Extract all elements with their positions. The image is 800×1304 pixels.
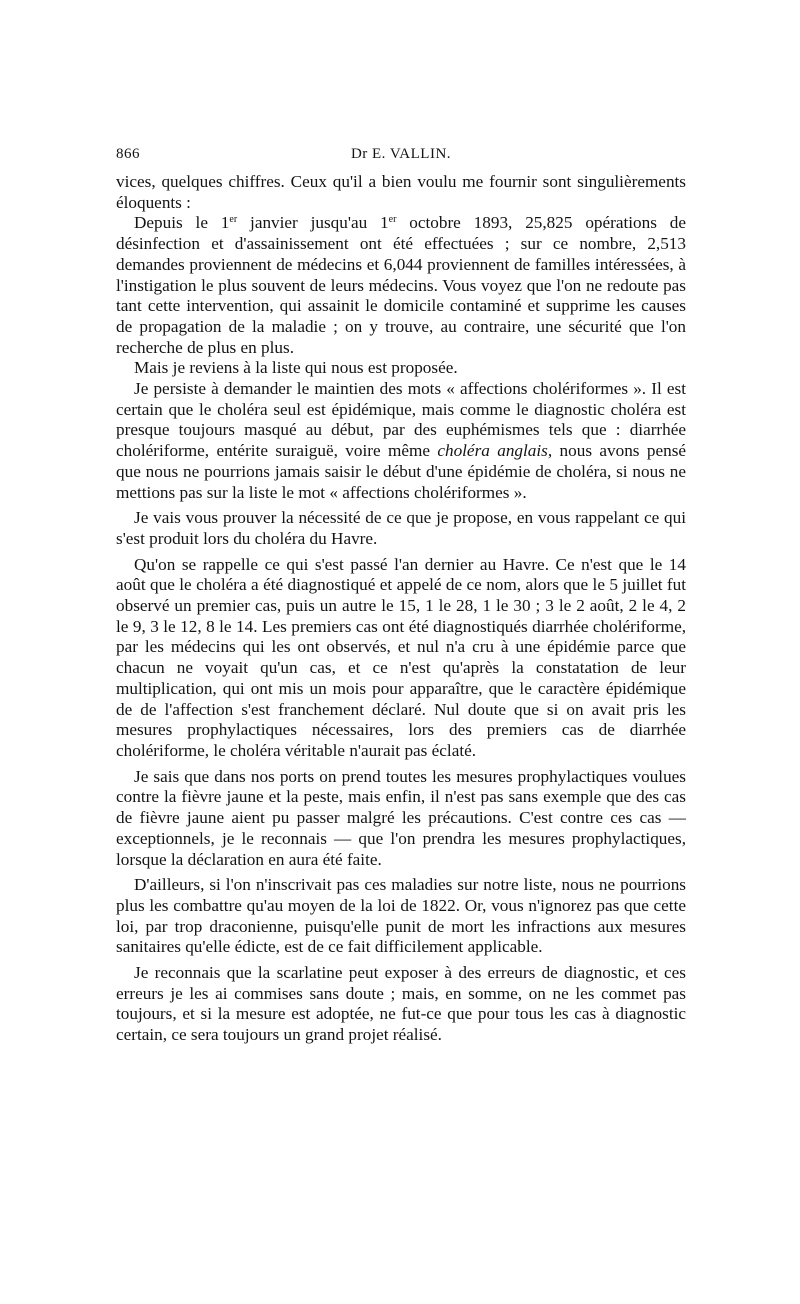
- paragraph-9: Je reconnais que la scarlatine peut exposer à des erreurs de diagnostic, et ces erreurs je les ai commises sans doute ; mais, en somme, on ne les commet pas toujours, et si la mesure est adoptée, ne fut-ce que pour tous les cas à diagnostic certain, ce sera toujours un grand projet réalisé.: [116, 963, 686, 1045]
- italic-phrase: choléra anglais: [437, 441, 548, 461]
- paragraph-1: vices, quelques chiffres. Ceux qu'il a bien voulu me fournir sont singulièrements éloquents :: [116, 172, 686, 212]
- text-run: , nous avons pensé que nous ne pourrions jamais saisir le début d'une épidémie de choléra, si nous ne mettions pas sur la liste le mot « affections cholériformes ».: [116, 441, 687, 502]
- body-text: [116, 172, 686, 1046]
- paragraph-5: Je vais vous prouver la nécessité de ce que je propose, en vous rappelant ce qui s'est produit lors du choléra du Havre.: [116, 508, 686, 548]
- paragraph-8: D'ailleurs, si l'on n'inscrivait pas ces maladies sur notre liste, nous ne pourrions plus les combattre qu'au moyen de la loi de 1822. Or, vous n'ignorez pas que cette loi, par trop draconienne, puisqu'elle punit de mort les infractions aux mesures sanitaires qu'elle édicte, est de ce fait difficilement applicable.: [116, 875, 686, 957]
- paragraph-2: [116, 213, 686, 358]
- running-head: [116, 146, 686, 172]
- text-run: Depuis le 1: [134, 213, 230, 233]
- paragraph-4: [116, 379, 686, 503]
- text-run: octobre 1893, 25,825 opérations de désinfection et d'assainissement ont été effectuées ; sur ce nombre, 2,513 demandes proviennent de médecins et 6,044 proviennent de familles intéressées, à l'instigation le plus souvent de leurs médecins. Vous voyez que l'on ne redoute pas tant cette intervention, qui assainit le domicile contaminé et supprime les causes de propagation de la maladie ; on y trouve, au contraire, une sécurité que l'on recherche de plus en plus.: [116, 213, 686, 357]
- running-title: Dr E. VALLIN.: [350, 146, 452, 162]
- superscript: er: [388, 214, 397, 226]
- page-number: 866: [116, 146, 140, 162]
- superscript: er: [229, 214, 238, 226]
- paragraph-6: Qu'on se rappelle ce qui s'est passé l'an dernier au Havre. Ce n'est que le 14 août que le choléra a été diagnostiqué et appelé de ce nom, alors que le 5 juillet fut observé un premier cas, puis un autre le 15, 1 le 28, 1 le 30 ; 3 le 2 août, 2 le 4, 2 le 9, 3 le 12, 8 le 14. Les premiers cas ont été diagnostiqués diarrhée cholériforme, par les médecins qui les ont observés, et nul n'a cru à une épidémie parce que chacun ne voyait qu'un cas, et ce n'est qu'après la constatation de leur multiplication, qui ont mis un mois pour apparaître, que le caractère épidémique de de l'affection s'est franchement déclaré. Nul doute que si on avait pris les mesures prophylactiques nécessaires, lors des premiers cas de diarrhée cholériforme, le choléra véritable n'aurait pas éclaté.: [116, 554, 686, 760]
- paragraph-7: Je sais que dans nos ports on prend toutes les mesures prophylactiques voulues contre la fièvre jaune et la peste, mais enfin, il n'est pas sans exemple que des cas de fièvre jaune aient pu passer malgré les précautions. C'est contre ces cas — exceptionnels, je le reconnais — que l'on prendra les mesures prophylactiques, lorsque la déclaration en aura été faite.: [116, 766, 686, 869]
- paragraph-3: Mais je reviens à la liste qui nous est proposée.: [134, 358, 458, 378]
- book-page: [116, 146, 686, 1046]
- text-run: Je persiste à demander le maintien des mots « affections cholériformes ». Il est certain que le choléra seul est épidémique, mais comme le diagnostic choléra est presque toujours masqué au début, par des euphémismes tels que : diarrhée cholériforme, entérite suraiguë, voire même: [116, 379, 686, 461]
- text-run: janvier jusqu'au 1: [237, 213, 389, 233]
